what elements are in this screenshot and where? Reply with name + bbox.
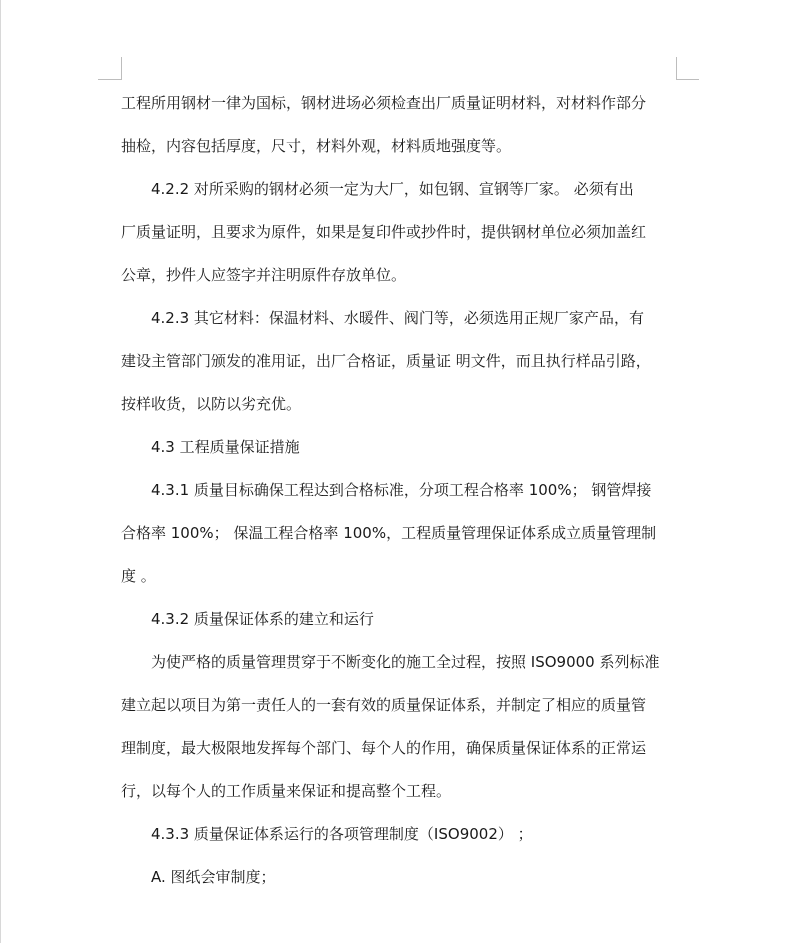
- text-line: 4.2.3 其它材料：保温材料、水暖件、阀门等，必须选用正规厂家产品，有: [151, 309, 644, 327]
- crop-mark-top-left-vertical: [121, 57, 122, 80]
- document-body: [121, 82, 677, 899]
- crop-mark-top-left-horizontal: [98, 79, 121, 80]
- section-heading: 4.3 工程质量保证措施: [151, 438, 300, 456]
- text-line: 按样收货，以防以劣充优。: [121, 395, 302, 413]
- text-line: 行，以每个人的工作质量来保证和提高整个工程。: [121, 782, 452, 800]
- text-line: 4.3.1 质量目标确保工程达到合格标准，分项工程合格率 100%； 钢管焊接: [151, 481, 652, 499]
- text-line: 建设主管部门颁发的准用证，出厂合格证，质量证 明文件，而且执行样品引路，: [121, 352, 651, 370]
- crop-mark-top-right-vertical: [676, 57, 677, 80]
- section-heading: 4.3.3 质量保证体系运行的各项管理制度（ISO9002） ；: [151, 825, 533, 843]
- text-line: 抽检，内容包括厚度，尺寸，材料外观，材料质地强度等。: [121, 137, 512, 155]
- text-line: 理制度，最大极限地发挥每个部门、每个人的作用，确保质量保证体系的正常运: [121, 739, 647, 757]
- text-line: 合格率 100%； 保温工程合格率 100%，工程质量管理保证体系成立质量管理制: [121, 524, 657, 542]
- crop-mark-top-right-horizontal: [676, 79, 699, 80]
- text-line: 建立起以项目为第一责任人的一套有效的质量保证体系，并制定了相应的质量管: [121, 696, 647, 714]
- text-line: 4.2.2 对所采购的钢材必须一定为大厂，如包钢、宣钢等厂家。 必须有出: [151, 180, 634, 198]
- text-line: 厂质量证明，且要求为原件，如果是复印件或抄件时，提供钢材单位必须加盖红: [121, 223, 647, 241]
- list-item: A. 图纸会审制度；: [151, 868, 276, 886]
- text-line: 为使严格的质量管理贯穿于不断变化的施工全过程，按照 ISO9000 系列标准: [151, 653, 660, 671]
- text-line: 公章，抄件人应签字并注明原件存放单位。: [121, 266, 407, 284]
- text-line: 工程所用钢材一律为国标，钢材进场必须检查出厂质量证明材料，对材料作部分: [121, 94, 647, 112]
- section-heading: 4.3.2 质量保证体系的建立和运行: [151, 610, 374, 628]
- text-line: 度 。: [121, 567, 156, 585]
- page-left-edge: [0, 0, 1, 943]
